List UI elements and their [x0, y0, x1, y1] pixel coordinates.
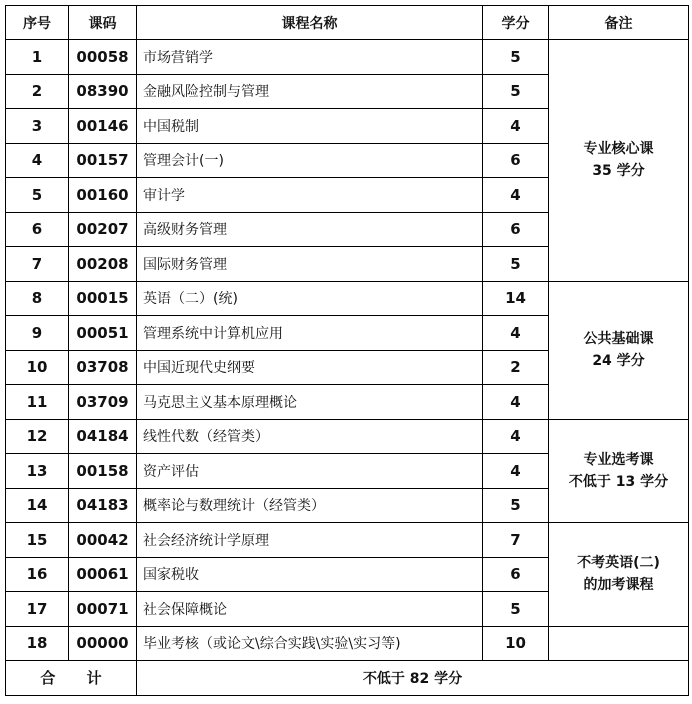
row-name: 线性代数（经管类）: [137, 419, 483, 454]
row-name: 社会保障概论: [137, 592, 483, 627]
row-credit: 4: [483, 178, 549, 213]
table-row: [6, 626, 689, 661]
table-row: [6, 523, 689, 558]
row-name: 社会经济统计学原理: [137, 523, 483, 558]
row-seq: 12: [6, 419, 69, 454]
row-code: 00071: [69, 592, 137, 627]
row-name: 金融风险控制与管理: [137, 74, 483, 109]
row-seq: 1: [6, 40, 69, 75]
row-seq: 7: [6, 247, 69, 282]
note-public: [549, 281, 689, 419]
row-credit: 14: [483, 281, 549, 316]
row-name: 概率论与数理统计（经管类）: [137, 488, 483, 523]
note-public-credits: 24 学分: [592, 353, 645, 369]
row-name: 资产评估: [137, 454, 483, 489]
header-seq: 序号: [6, 6, 69, 40]
row-seq: 8: [6, 281, 69, 316]
row-credit: 4: [483, 316, 549, 351]
row-name: 国家税收: [137, 557, 483, 592]
table-row: [6, 419, 689, 454]
row-name: 审计学: [137, 178, 483, 213]
header-note: 备注: [549, 6, 689, 40]
row-name: 管理系统中计算机应用: [137, 316, 483, 351]
row-seq: 17: [6, 592, 69, 627]
table-row: [6, 281, 689, 316]
row-seq: 13: [6, 454, 69, 489]
row-code: 03708: [69, 350, 137, 385]
total-label: 合 计: [6, 661, 137, 696]
row-code: 00146: [69, 109, 137, 144]
note-extra: [549, 523, 689, 627]
row-credit: 7: [483, 523, 549, 558]
row-credit: 2: [483, 350, 549, 385]
row-credit: 6: [483, 557, 549, 592]
course-table: [5, 5, 689, 696]
row-seq: 6: [6, 212, 69, 247]
note-core-credits: 35 学分: [592, 163, 645, 180]
row-seq: 16: [6, 557, 69, 592]
total-value: 不低于 82 学分: [137, 661, 689, 696]
row-credit: 4: [483, 109, 549, 144]
header-row: [6, 6, 689, 40]
note-elective-credits: 不低于 13 学分: [568, 473, 669, 490]
row-seq: 14: [6, 488, 69, 523]
note-core-title: 专业核心课: [583, 141, 654, 158]
row-code: 00042: [69, 523, 137, 558]
row-credit: 5: [483, 488, 549, 523]
row-credit: 5: [483, 40, 549, 75]
row-name: 毕业考核（或论文\综合实践\实验\实习等): [137, 626, 483, 661]
row-code: 00208: [69, 247, 137, 282]
row-credit: 4: [483, 385, 549, 420]
row-code: 00207: [69, 212, 137, 247]
row-code: 04183: [69, 488, 137, 523]
row-seq: 9: [6, 316, 69, 351]
row-credit: 6: [483, 143, 549, 178]
row-credit: 4: [483, 419, 549, 454]
row-name: 中国税制: [137, 109, 483, 144]
row-seq: 11: [6, 385, 69, 420]
row-name: 中国近现代史纲要: [137, 350, 483, 385]
row-code: 00160: [69, 178, 137, 213]
row-code: 08390: [69, 74, 137, 109]
row-name: 管理会计(一): [137, 143, 483, 178]
row-code: 00157: [69, 143, 137, 178]
row-code: 03709: [69, 385, 137, 420]
header-name: 课程名称: [137, 6, 483, 40]
row-seq: 5: [6, 178, 69, 213]
note-elective: [549, 419, 689, 523]
row-code: 00000: [69, 626, 137, 661]
row-seq: 18: [6, 626, 69, 661]
row-credit: 10: [483, 626, 549, 661]
row-credit: 5: [483, 74, 549, 109]
row-seq: 2: [6, 74, 69, 109]
row-name: 市场营销学: [137, 40, 483, 75]
row-code: 04184: [69, 419, 137, 454]
note-public-title: 公共基础课: [583, 331, 654, 347]
row-seq: 3: [6, 109, 69, 144]
note-extra-line1: 不考英语(二): [577, 555, 660, 572]
row-seq: 15: [6, 523, 69, 558]
row-name: 马克思主义基本原理概论: [137, 385, 483, 420]
note-empty: [549, 626, 689, 661]
row-code: 00061: [69, 557, 137, 592]
note-core: [549, 40, 689, 282]
row-name: 英语（二）(统): [137, 281, 483, 316]
row-seq: 4: [6, 143, 69, 178]
header-credit: 学分: [483, 6, 549, 40]
row-code: 00051: [69, 316, 137, 351]
header-code: 课码: [69, 6, 137, 40]
note-elective-title: 专业选考课: [583, 451, 654, 468]
row-seq: 10: [6, 350, 69, 385]
note-extra-line2: 的加考课程: [583, 577, 654, 594]
total-row: [6, 661, 689, 696]
row-credit: 5: [483, 247, 549, 282]
row-credit: 4: [483, 454, 549, 489]
table-row: [6, 40, 689, 75]
row-code: 00158: [69, 454, 137, 489]
row-code: 00015: [69, 281, 137, 316]
row-name: 高级财务管理: [137, 212, 483, 247]
row-name: 国际财务管理: [137, 247, 483, 282]
row-code: 00058: [69, 40, 137, 75]
row-credit: 5: [483, 592, 549, 627]
row-credit: 6: [483, 212, 549, 247]
